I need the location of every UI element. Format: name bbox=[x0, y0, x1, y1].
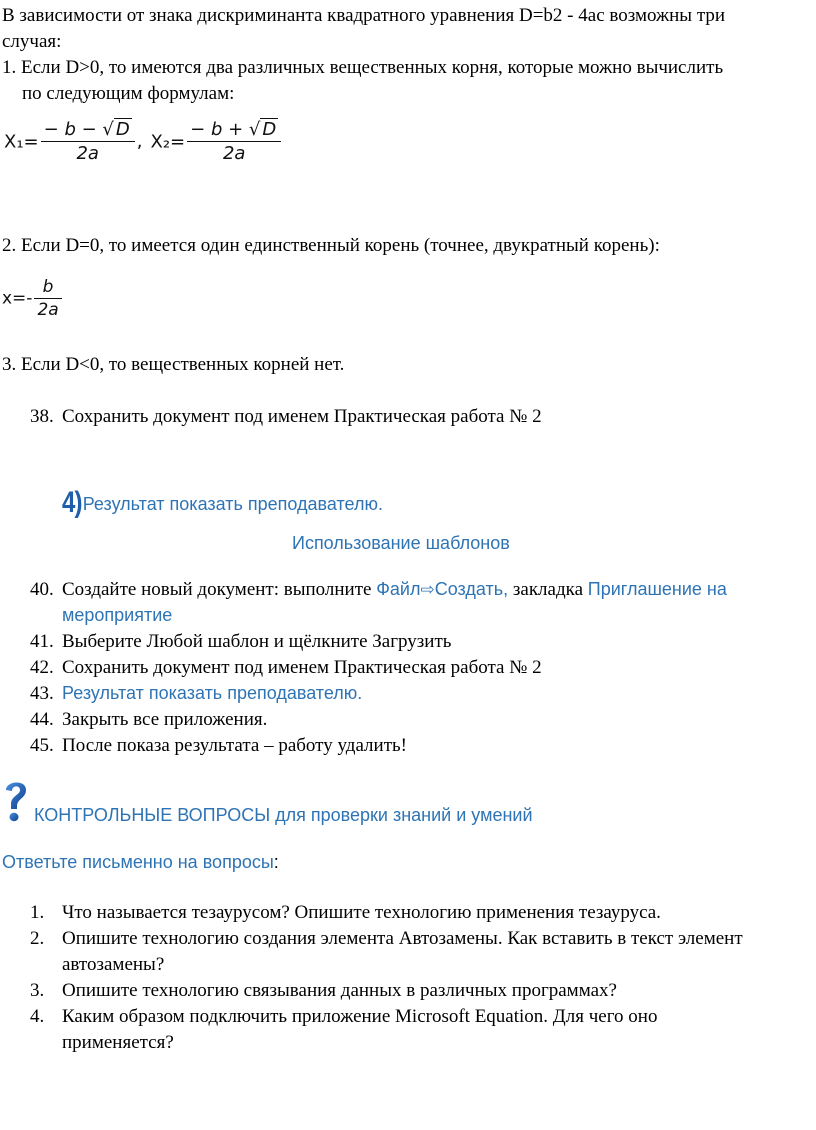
case2-line: 2. Если D=0, то имеется один единственный корень (точнее, двукратный корень): bbox=[2, 235, 660, 256]
arrow-right-icon: ⇨ bbox=[420, 580, 435, 600]
single-root-numerator: b bbox=[34, 276, 61, 299]
step-38 bbox=[30, 405, 542, 429]
single-root-fraction bbox=[34, 276, 61, 321]
control-questions-heading: КОНТРОЛЬНЫЕ ВОПРОСЫ для проверки знаний и умений bbox=[34, 805, 533, 825]
question-4-line-2: применяется? bbox=[62, 1032, 174, 1053]
step-number: 43. bbox=[30, 683, 54, 704]
question-number: 1. bbox=[30, 902, 45, 923]
question-number: 2. bbox=[30, 928, 45, 949]
step-text-mid: закладка bbox=[508, 579, 588, 600]
x1-radicand: D bbox=[115, 119, 130, 140]
intro-line-1: В зависимости от знака дискриминанта квадратного уравнения D=b2 - 4ac возможны три bbox=[2, 5, 726, 26]
sqrt-symbol: √ D bbox=[248, 119, 277, 140]
question-number: 3. bbox=[30, 980, 45, 1001]
invitation-tab-label: Приглашение на bbox=[587, 579, 727, 599]
step-number: 41. bbox=[30, 631, 54, 652]
x1-denominator: 2a bbox=[76, 143, 99, 165]
step-40 bbox=[30, 578, 727, 602]
quadratic-roots-formula bbox=[4, 118, 283, 166]
step-text: Выберите Любой шаблон и щёлкните Загрузить bbox=[62, 631, 452, 652]
x-label: x=- bbox=[2, 288, 33, 309]
step-40-line-2: мероприятие bbox=[62, 605, 173, 625]
question-4 bbox=[30, 1005, 657, 1029]
x2-denominator: 2a bbox=[222, 143, 246, 165]
step-text: Сохранить документ под именем Практическая работа № 2 bbox=[62, 406, 542, 427]
menu-create-label: Создать, bbox=[434, 579, 509, 599]
step-43 bbox=[30, 682, 362, 706]
step-45 bbox=[30, 734, 407, 758]
question-2-line-2: автозамены? bbox=[62, 954, 165, 975]
step-text: Сохранить документ под именем Практическая работа № 2 bbox=[62, 657, 542, 678]
intro-line-2: случая: bbox=[2, 31, 62, 52]
case1-line-2: по следующим формулам: bbox=[22, 83, 235, 104]
step-number: 38. bbox=[30, 406, 54, 427]
step-4-marker: 4) bbox=[62, 486, 82, 519]
step-42 bbox=[30, 656, 542, 680]
answer-prompt-colon: : bbox=[273, 852, 279, 872]
question-text: Что называется тезаурусом? Опишите технологию применения тезауруса. bbox=[62, 902, 661, 923]
sqrt-symbol: √ D bbox=[102, 119, 130, 140]
formula-separator: , bbox=[136, 131, 143, 153]
step-text: Закрыть все приложения. bbox=[62, 709, 268, 730]
step-4-result bbox=[62, 484, 383, 522]
step-number: 45. bbox=[30, 735, 54, 756]
step-44 bbox=[30, 708, 267, 732]
step-text: Результат показать преподавателю. bbox=[62, 683, 363, 703]
answer-prompt-text: Ответьте письменно на вопросы bbox=[2, 852, 274, 872]
question-text: Опишите технологию связывания данных в различных программах? bbox=[62, 980, 617, 1001]
menu-file-label: Файл bbox=[376, 579, 421, 599]
x1-numerator: − b − bbox=[43, 119, 103, 140]
x2-label: X₂= bbox=[150, 131, 186, 153]
case1-line-1: 1. Если D>0, то имеются два различных вещественных корня, которые можно вычислить bbox=[2, 57, 724, 78]
answer-prompt bbox=[2, 851, 279, 874]
question-text: Опишите технологию создания элемента Автозамены. Как вставить в текст элемент bbox=[62, 928, 743, 949]
x2-radicand: D bbox=[262, 119, 277, 140]
question-3 bbox=[30, 979, 617, 1003]
question-2 bbox=[30, 927, 743, 951]
case3-line: 3. Если D<0, то вещественных корней нет. bbox=[2, 354, 345, 375]
step-4-text: Результат показать преподавателю. bbox=[82, 494, 383, 514]
x2-fraction bbox=[187, 118, 281, 166]
x1-label: X₁= bbox=[4, 131, 39, 153]
x2-numerator: − b + bbox=[190, 119, 249, 140]
step-number: 44. bbox=[30, 709, 54, 730]
question-number: 4. bbox=[30, 1006, 45, 1027]
single-root-denominator: 2a bbox=[37, 300, 59, 321]
question-text: Каким образом подключить приложение Microsoft Equation. Для чего оно bbox=[62, 1006, 658, 1027]
step-41 bbox=[30, 630, 451, 654]
step-number: 42. bbox=[30, 657, 54, 678]
step-number: 40. bbox=[30, 579, 54, 600]
x1-fraction bbox=[41, 118, 135, 166]
question-1 bbox=[30, 901, 661, 925]
single-root-formula bbox=[2, 276, 64, 321]
templates-heading: Использование шаблонов bbox=[292, 533, 510, 553]
step-text: После показа результата – работу удалить! bbox=[62, 735, 407, 756]
question-mark-icon bbox=[2, 778, 30, 824]
step-text: Создайте новый документ: выполните bbox=[62, 579, 377, 600]
